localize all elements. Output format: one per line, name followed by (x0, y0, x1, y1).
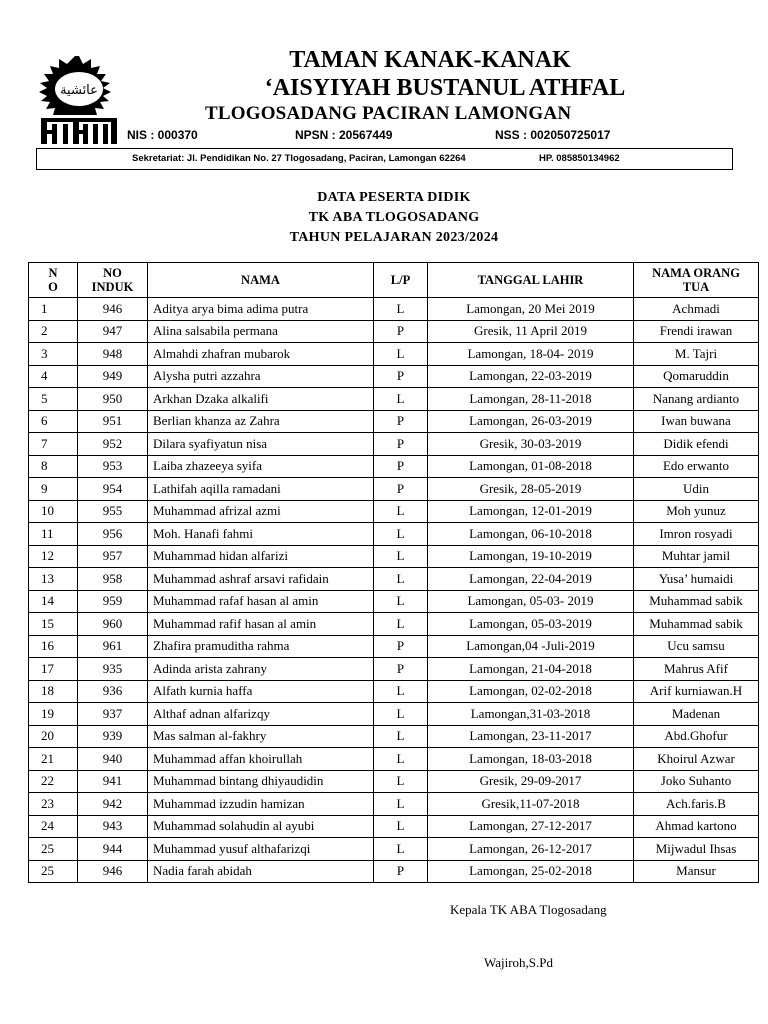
title-line2: TK ABA TLOGOSADANG (308, 210, 480, 225)
cell-nama-orang-tua: Iwan buwana (634, 410, 759, 433)
cell-lp: P (374, 658, 428, 681)
cell-no: 14 (29, 590, 78, 613)
header-no: N O (29, 263, 78, 298)
cell-tanggal-lahir: Lamongan, 22-03-2019 (428, 365, 634, 388)
cell-nama: Muhammad afrizal azmi (148, 500, 374, 523)
nis-number: NIS : 000370 (127, 128, 198, 142)
cell-tanggal-lahir: Gresik, 28-05-2019 (428, 478, 634, 501)
phone-text: HP. 085850134962 (539, 153, 620, 164)
cell-tanggal-lahir: Lamongan, 05-03-2019 (428, 613, 634, 636)
table-row (29, 613, 759, 636)
cell-lp: P (374, 433, 428, 456)
table-row (29, 860, 759, 883)
cell-nama: Alfath kurnia haffa (148, 680, 374, 703)
cell-no-induk: 943 (78, 815, 148, 838)
cell-nama-orang-tua: Nanang ardianto (634, 388, 759, 411)
cell-nama: Althaf adnan alfarizqy (148, 703, 374, 726)
nss-number: NSS : 002050725017 (495, 128, 611, 142)
cell-no: 20 (29, 725, 78, 748)
cell-no-induk: 955 (78, 500, 148, 523)
cell-tanggal-lahir: Lamongan,31-03-2018 (428, 703, 634, 726)
cell-tanggal-lahir: Lamongan, 12-01-2019 (428, 500, 634, 523)
cell-no-induk: 957 (78, 545, 148, 568)
table-row (29, 748, 759, 771)
school-logo (33, 52, 125, 146)
cell-lp: P (374, 410, 428, 433)
table-row (29, 680, 759, 703)
cell-no: 1 (29, 298, 78, 321)
school-name-line1: TAMAN KANAK-KANAK (289, 47, 571, 73)
table-body (29, 298, 759, 883)
table-row (29, 815, 759, 838)
cell-tanggal-lahir: Lamongan, 02-02-2018 (428, 680, 634, 703)
cell-lp: L (374, 793, 428, 816)
address-text: Sekretariat: Jl. Pendidikan No. 27 Tlogosadang, Paciran, Lamongan 62264 (132, 153, 466, 164)
cell-nama: Nadia farah abidah (148, 860, 374, 883)
header-nama-orang-tua: NAMA ORANG TUA (634, 263, 759, 298)
cell-nama-orang-tua: Ach.faris.B (634, 793, 759, 816)
cell-no-induk: 958 (78, 568, 148, 591)
cell-no: 12 (29, 545, 78, 568)
cell-lp: P (374, 455, 428, 478)
cell-nama: Muhammad ashraf arsavi rafidain (148, 568, 374, 591)
cell-nama-orang-tua: Udin (634, 478, 759, 501)
cell-lp: P (374, 478, 428, 501)
table-header-row (29, 263, 759, 298)
cell-no-induk: 937 (78, 703, 148, 726)
cell-no: 9 (29, 478, 78, 501)
cell-lp: L (374, 500, 428, 523)
cell-lp: L (374, 748, 428, 771)
cell-no-induk: 959 (78, 590, 148, 613)
table-row (29, 343, 759, 366)
cell-no-induk: 949 (78, 365, 148, 388)
cell-no-induk: 939 (78, 725, 148, 748)
logo-arabic-text: عائشية (60, 83, 98, 98)
cell-tanggal-lahir: Gresik,11-07-2018 (428, 793, 634, 816)
cell-nama-orang-tua: Qomaruddin (634, 365, 759, 388)
cell-no: 24 (29, 815, 78, 838)
table-row (29, 590, 759, 613)
cell-nama-orang-tua: Mahrus Afif (634, 658, 759, 681)
cell-tanggal-lahir: Lamongan,04 -Juli-2019 (428, 635, 634, 658)
cell-nama-orang-tua: Didik efendi (634, 433, 759, 456)
cell-tanggal-lahir: Gresik, 29-09-2017 (428, 770, 634, 793)
cell-lp: L (374, 523, 428, 546)
cell-nama: Arkhan Dzaka alkalifi (148, 388, 374, 411)
cell-no: 4 (29, 365, 78, 388)
cell-nama: Berlian khanza az Zahra (148, 410, 374, 433)
cell-no: 13 (29, 568, 78, 591)
cell-nama: Muhammad izzudin hamizan (148, 793, 374, 816)
header-no-induk: NO INDUK (78, 263, 148, 298)
cell-no-induk: 946 (78, 298, 148, 321)
cell-no: 17 (29, 658, 78, 681)
cell-tanggal-lahir: Lamongan, 25-02-2018 (428, 860, 634, 883)
cell-lp: L (374, 725, 428, 748)
table-row (29, 320, 759, 343)
signature-title: Kepala TK ABA Tlogosadang (450, 902, 607, 917)
cell-no: 25 (29, 860, 78, 883)
cell-no: 19 (29, 703, 78, 726)
cell-lp: L (374, 838, 428, 861)
cell-no-induk: 952 (78, 433, 148, 456)
cell-nama: Muhammad yusuf althafarizqi (148, 838, 374, 861)
table-row (29, 388, 759, 411)
cell-tanggal-lahir: Lamongan, 06-10-2018 (428, 523, 634, 546)
cell-lp: L (374, 680, 428, 703)
cell-no: 8 (29, 455, 78, 478)
cell-lp: P (374, 320, 428, 343)
table-row (29, 838, 759, 861)
table-row (29, 433, 759, 456)
cell-nama: Alysha putri azzahra (148, 365, 374, 388)
school-location: TLOGOSADANG PACIRAN LAMONGAN (205, 103, 572, 124)
table-row (29, 793, 759, 816)
cell-tanggal-lahir: Lamongan, 26-12-2017 (428, 838, 634, 861)
cell-nama-orang-tua: Edo erwanto (634, 455, 759, 478)
document-title (0, 188, 768, 248)
cell-lp: L (374, 298, 428, 321)
cell-nama: Muhammad bintang dhiyaudidin (148, 770, 374, 793)
cell-nama: Alina salsabila permana (148, 320, 374, 343)
table-row (29, 725, 759, 748)
table-row (29, 635, 759, 658)
cell-no: 5 (29, 388, 78, 411)
school-name-line2: ‘AISYIYAH BUSTANUL ATHFAL (264, 75, 626, 101)
signature-name: Wajiroh,S.Pd (484, 955, 554, 970)
cell-nama-orang-tua: Ucu samsu (634, 635, 759, 658)
cell-no-induk: 940 (78, 748, 148, 771)
table-row (29, 478, 759, 501)
cell-nama-orang-tua: Moh yunuz (634, 500, 759, 523)
cell-no: 7 (29, 433, 78, 456)
cell-no-induk: 946 (78, 860, 148, 883)
cell-lp: P (374, 635, 428, 658)
cell-nama: Dilara syafiyatun nisa (148, 433, 374, 456)
cell-tanggal-lahir: Lamongan, 22-04-2019 (428, 568, 634, 591)
cell-nama-orang-tua: Yusa’ humaidi (634, 568, 759, 591)
cell-no-induk: 951 (78, 410, 148, 433)
cell-nama: Aditya arya bima adima putra (148, 298, 374, 321)
cell-tanggal-lahir: Lamongan, 28-11-2018 (428, 388, 634, 411)
cell-lp: P (374, 365, 428, 388)
cell-nama-orang-tua: Ahmad kartono (634, 815, 759, 838)
table-row (29, 770, 759, 793)
cell-no-induk: 942 (78, 793, 148, 816)
cell-lp: L (374, 815, 428, 838)
cell-tanggal-lahir: Lamongan, 23-11-2017 (428, 725, 634, 748)
cell-no-induk: 961 (78, 635, 148, 658)
table-row (29, 703, 759, 726)
table-row (29, 523, 759, 546)
cell-tanggal-lahir: Gresik, 11 April 2019 (428, 320, 634, 343)
cell-no: 2 (29, 320, 78, 343)
cell-tanggal-lahir: Lamongan, 01-08-2018 (428, 455, 634, 478)
cell-lp: L (374, 590, 428, 613)
table-row (29, 455, 759, 478)
cell-no: 6 (29, 410, 78, 433)
header-lp: L/P (374, 263, 428, 298)
cell-no-induk: 960 (78, 613, 148, 636)
table-row (29, 658, 759, 681)
cell-tanggal-lahir: Lamongan, 27-12-2017 (428, 815, 634, 838)
school-name (200, 46, 650, 102)
cell-lp: L (374, 613, 428, 636)
cell-lp: P (374, 860, 428, 883)
table-row (29, 365, 759, 388)
table-row (29, 545, 759, 568)
cell-nama: Muhammad solahudin al ayubi (148, 815, 374, 838)
cell-no: 16 (29, 635, 78, 658)
cell-no-induk: 941 (78, 770, 148, 793)
cell-nama: Moh. Hanafi fahmi (148, 523, 374, 546)
cell-tanggal-lahir: Lamongan, 26-03-2019 (428, 410, 634, 433)
cell-no: 22 (29, 770, 78, 793)
cell-nama-orang-tua: Muhammad sabik (634, 590, 759, 613)
cell-tanggal-lahir: Lamongan, 21-04-2018 (428, 658, 634, 681)
cell-lp: L (374, 703, 428, 726)
cell-tanggal-lahir: Gresik, 30-03-2019 (428, 433, 634, 456)
cell-lp: L (374, 545, 428, 568)
cell-no: 23 (29, 793, 78, 816)
cell-no-induk: 944 (78, 838, 148, 861)
cell-nama-orang-tua: Mijwadul Ihsas (634, 838, 759, 861)
student-table (28, 262, 759, 883)
cell-no: 11 (29, 523, 78, 546)
cell-nama-orang-tua: Muhammad sabik (634, 613, 759, 636)
cell-nama-orang-tua: Muhtar jamil (634, 545, 759, 568)
title-line3: TAHUN PELAJARAN 2023/2024 (289, 230, 499, 245)
cell-no-induk: 956 (78, 523, 148, 546)
cell-nama: Lathifah aqilla ramadani (148, 478, 374, 501)
cell-nama-orang-tua: Khoirul Azwar (634, 748, 759, 771)
cell-no-induk: 936 (78, 680, 148, 703)
cell-no: 18 (29, 680, 78, 703)
cell-tanggal-lahir: Lamongan, 19-10-2019 (428, 545, 634, 568)
cell-nama: Almahdi zhafran mubarok (148, 343, 374, 366)
table-row (29, 568, 759, 591)
cell-tanggal-lahir: Lamongan, 18-04- 2019 (428, 343, 634, 366)
cell-no-induk: 947 (78, 320, 148, 343)
npsn-number: NPSN : 20567449 (295, 128, 393, 142)
cell-nama-orang-tua: Abd.Ghofur (634, 725, 759, 748)
table-row (29, 500, 759, 523)
cell-no-induk: 948 (78, 343, 148, 366)
cell-nama: Muhammad rafaf hasan al amin (148, 590, 374, 613)
cell-lp: L (374, 770, 428, 793)
cell-nama-orang-tua: Arif kurniawan.H (634, 680, 759, 703)
table-row (29, 410, 759, 433)
address-box (36, 148, 733, 170)
cell-nama-orang-tua: Mansur (634, 860, 759, 883)
cell-lp: L (374, 343, 428, 366)
cell-tanggal-lahir: Lamongan, 20 Mei 2019 (428, 298, 634, 321)
header-nama: NAMA (148, 263, 374, 298)
cell-nama: Adinda arista zahrany (148, 658, 374, 681)
cell-lp: L (374, 568, 428, 591)
cell-nama: Mas salman al-fakhry (148, 725, 374, 748)
table-row (29, 298, 759, 321)
cell-nama-orang-tua: Joko Suhanto (634, 770, 759, 793)
cell-nama: Muhammad affan khoirullah (148, 748, 374, 771)
title-line1: DATA PESERTA DIDIK (317, 190, 471, 205)
header-tanggal-lahir: TANGGAL LAHIR (428, 263, 634, 298)
cell-tanggal-lahir: Lamongan, 05-03- 2019 (428, 590, 634, 613)
cell-no: 21 (29, 748, 78, 771)
cell-nama: Muhammad hidan alfarizi (148, 545, 374, 568)
cell-no: 3 (29, 343, 78, 366)
cell-no-induk: 950 (78, 388, 148, 411)
cell-no: 10 (29, 500, 78, 523)
cell-no: 15 (29, 613, 78, 636)
cell-lp: L (374, 388, 428, 411)
cell-nama-orang-tua: Achmadi (634, 298, 759, 321)
cell-no: 25 (29, 838, 78, 861)
cell-no-induk: 953 (78, 455, 148, 478)
cell-nama-orang-tua: Frendi irawan (634, 320, 759, 343)
cell-nama-orang-tua: Madenan (634, 703, 759, 726)
cell-nama-orang-tua: M. Tajri (634, 343, 759, 366)
cell-no-induk: 935 (78, 658, 148, 681)
cell-nama-orang-tua: Imron rosyadi (634, 523, 759, 546)
cell-nama: Muhammad rafif hasan al amin (148, 613, 374, 636)
cell-nama: Laiba zhazeeya syifa (148, 455, 374, 478)
cell-nama: Zhafira pramuditha rahma (148, 635, 374, 658)
cell-tanggal-lahir: Lamongan, 18-03-2018 (428, 748, 634, 771)
cell-no-induk: 954 (78, 478, 148, 501)
